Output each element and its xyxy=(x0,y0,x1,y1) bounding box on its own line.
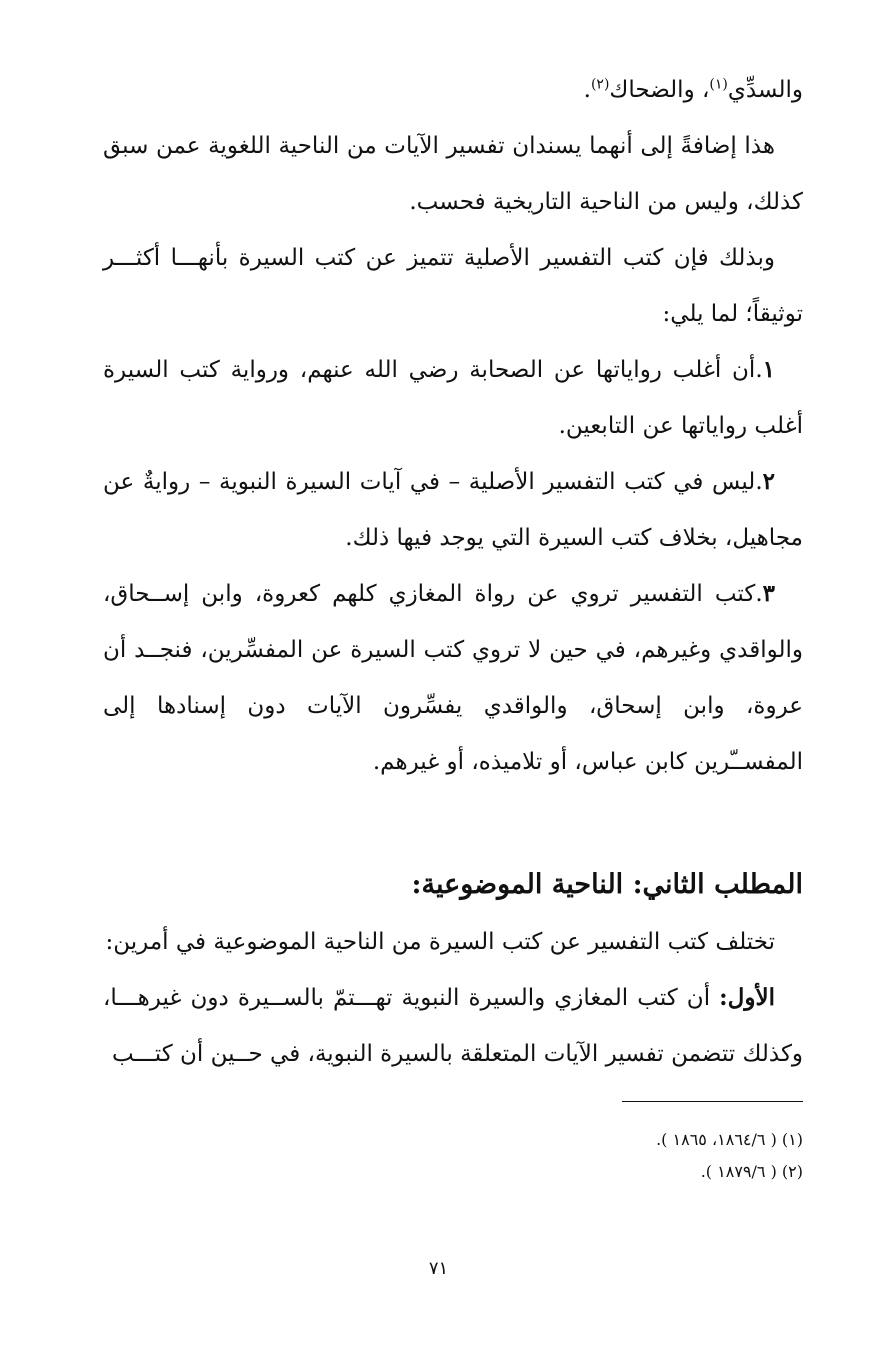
point-text: .أن أغلب رواياتها عن الصحابة رضي الله عنهم، ورواية كتب السيرة أغلب رواياتها عن التابعين. xyxy=(103,357,803,439)
first-point-label: الأول: xyxy=(719,984,775,1011)
numbered-point-1 xyxy=(103,342,803,454)
page-body xyxy=(103,62,803,1082)
section-first-point xyxy=(103,970,803,1082)
first-point-text: أن كتب المغازي والسيرة النبوية تهـــتمّ بالســيرة دون غيرهـــا، وكذلك تتضمن تفسير الآيات المتعلقة بالسيرة النبوية، في حــين أن كتـــب xyxy=(103,985,803,1067)
point-number: ١ xyxy=(762,356,775,383)
numbered-point-2 xyxy=(103,454,803,566)
point-number: ٣ xyxy=(762,580,775,607)
footnote-1: (١) ( ١٨٦٤/٦، ١٨٦٥ ). xyxy=(656,1130,803,1149)
footnote-ref-2: (٢) xyxy=(590,76,610,93)
paragraph-intro-reasons: وبذلك فإن كتب التفسير الأصلية تتميز عن كتب السيرة بأنهـــا أكثـــر توثيقاً؛ لما يلي: xyxy=(103,245,803,327)
text-segment: ، والضحاك xyxy=(609,77,710,103)
page-number: ٧١ xyxy=(428,1258,449,1279)
numbered-point-3 xyxy=(103,566,803,790)
point-text: .كتب التفسير تروي عن رواة المغازي كلهم كعروة، وابن إســحاق، والواقدي وغيرهم، في حين لا تروي كتب السيرة عن المفسِّرين، فنجــد أن عروة، وابن إسحاق، والواقدي يفسِّرون الآيات دون إسنادها إلى المفســّرين كابن عباس، أو تلاميذه، أو غيرهم. xyxy=(103,581,803,775)
point-number: ٢ xyxy=(762,468,775,495)
footnote-divider xyxy=(622,1101,803,1102)
point-text: .ليس في كتب التفسير الأصلية – في آيات السيرة النبوية – روايةٌ عن مجاهيل، بخلاف كتب السيرة التي يوجد فيها ذلك. xyxy=(103,469,803,551)
text-segment: والسدِّي xyxy=(727,77,803,103)
section-intro: تختلف كتب التفسير عن كتب السيرة من الناحية الموضوعية في أمرين: xyxy=(105,929,775,955)
paragraph-continuation xyxy=(103,62,803,118)
footnotes xyxy=(103,1124,803,1188)
section-heading: المطلب الثاني: الناحية الموضوعية: xyxy=(411,869,803,900)
footnote-2: (٢) ( ١٨٧٩/٦ ). xyxy=(700,1162,803,1181)
text-segment: . xyxy=(583,77,591,103)
section-gap xyxy=(103,790,803,856)
paragraph-addition: هذا إضافةً إلى أنهما يسندان تفسير الآيات من الناحية اللغوية عمن سبق كذلك، وليس من الناحية التاريخية فحسب. xyxy=(103,133,803,215)
footnote-ref-1: (١) xyxy=(709,76,728,93)
